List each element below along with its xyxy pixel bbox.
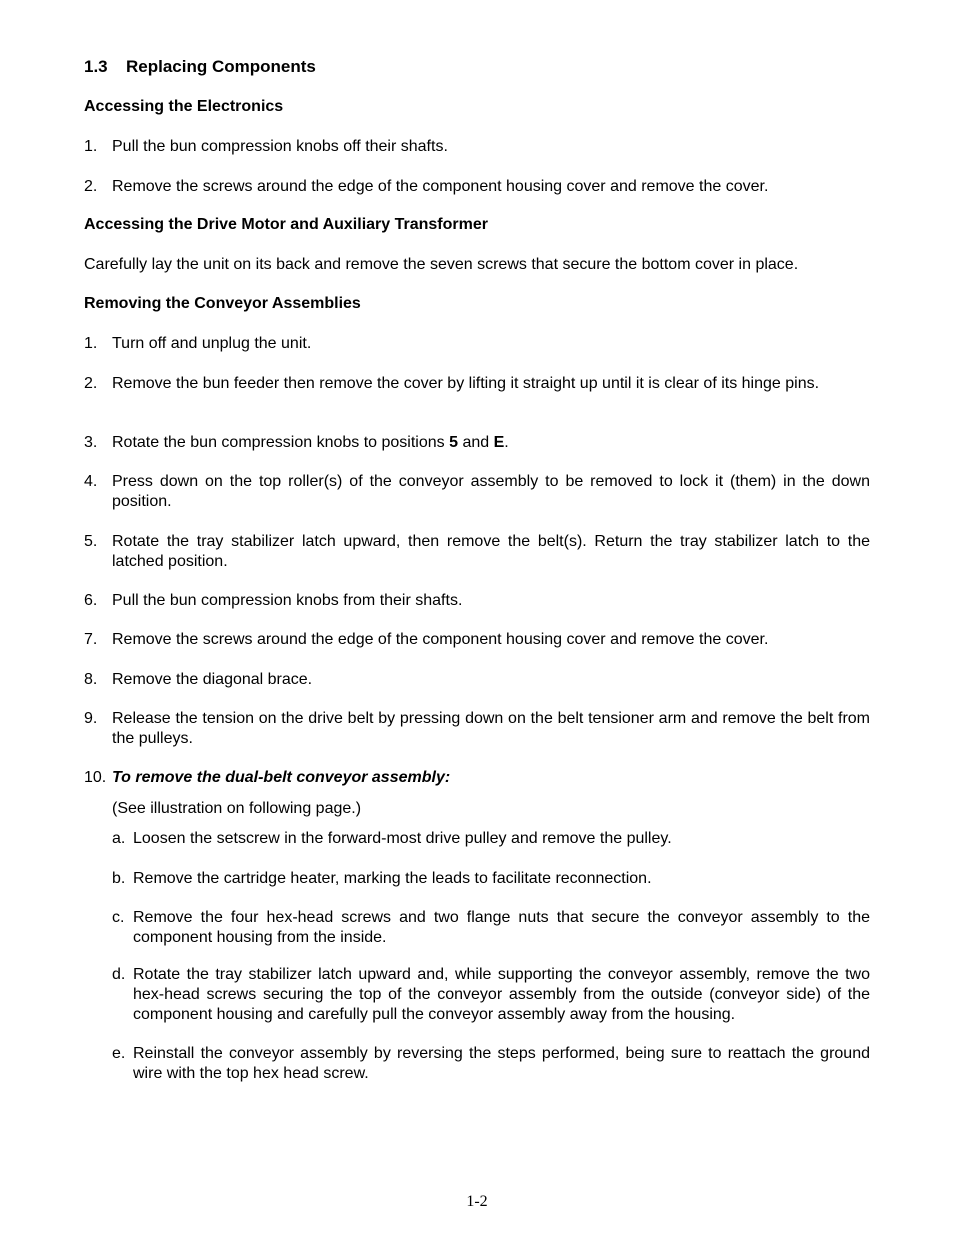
- list-item: 5. Rotate the tray stabilizer latch upward, then remove the belt(s). Return the tray stabilizer latch to the latched position.: [84, 533, 870, 570]
- list-item: 8. Remove the diagonal brace.: [84, 671, 313, 688]
- list-item: 10. To remove the dual-belt conveyor assembly:: [84, 769, 451, 786]
- list-item: 3. Rotate the bun compression knobs to positions 5 and E.: [84, 434, 509, 451]
- section-heading: [84, 57, 316, 77]
- list-item: 7. Remove the screws around the edge of the component housing cover and remove the cover.: [84, 631, 769, 648]
- list-item: 4. Press down on the top roller(s) of the conveyor assembly to be removed to lock it (them) in the down position.: [84, 473, 870, 510]
- subheading-drive-motor: Accessing the Drive Motor and Auxiliary Transformer: [84, 216, 488, 233]
- list-item: 6. Pull the bun compression knobs from their shafts.: [84, 592, 463, 609]
- page-number: 1-2: [466, 1193, 488, 1210]
- subheading-electronics: Accessing the Electronics: [84, 98, 284, 115]
- list-item: 2. Remove the screws around the edge of the component housing cover and remove the cover.: [84, 178, 769, 195]
- sublist-item: a. Loosen the setscrew in the forward-most drive pulley and remove the pulley.: [112, 830, 672, 847]
- section-title: Replacing Components: [126, 57, 316, 76]
- list-item: 2. Remove the bun feeder then remove the cover by lifting it straight up until it is clear of its hinge pins.: [84, 375, 820, 392]
- section-number: 1.3: [84, 57, 108, 76]
- sublist-item: c. Remove the four hex-head screws and two flange nuts that secure the conveyor assembly to the component housing from the inside.: [112, 909, 870, 946]
- subheading-conveyor: Removing the Conveyor Assemblies: [84, 295, 361, 312]
- paragraph: Carefully lay the unit on its back and remove the seven screws that secure the bottom cover in place.: [84, 256, 799, 273]
- list-item: 9. Release the tension on the drive belt by pressing down on the belt tensioner arm and remove the belt from the pulleys.: [84, 710, 870, 747]
- illustration-note: (See illustration on following page.): [112, 800, 362, 817]
- sublist-item: d. Rotate the tray stabilizer latch upward and, while supporting the conveyor assembly, remove the two hex-head screws securing the top of the conveyor assembly from the outside (conveyor side) of the component housing and carefully pull the conveyor assembly away from the housing.: [112, 966, 870, 1023]
- list-item: 1. Turn off and unplug the unit.: [84, 335, 312, 352]
- sublist-item: b. Remove the cartridge heater, marking the leads to facilitate reconnection.: [112, 870, 652, 887]
- sublist-item: e. Reinstall the conveyor assembly by reversing the steps performed, being sure to reattach the ground wire with the top hex head screw.: [112, 1045, 870, 1082]
- list-item: 1. Pull the bun compression knobs off their shafts.: [84, 138, 448, 155]
